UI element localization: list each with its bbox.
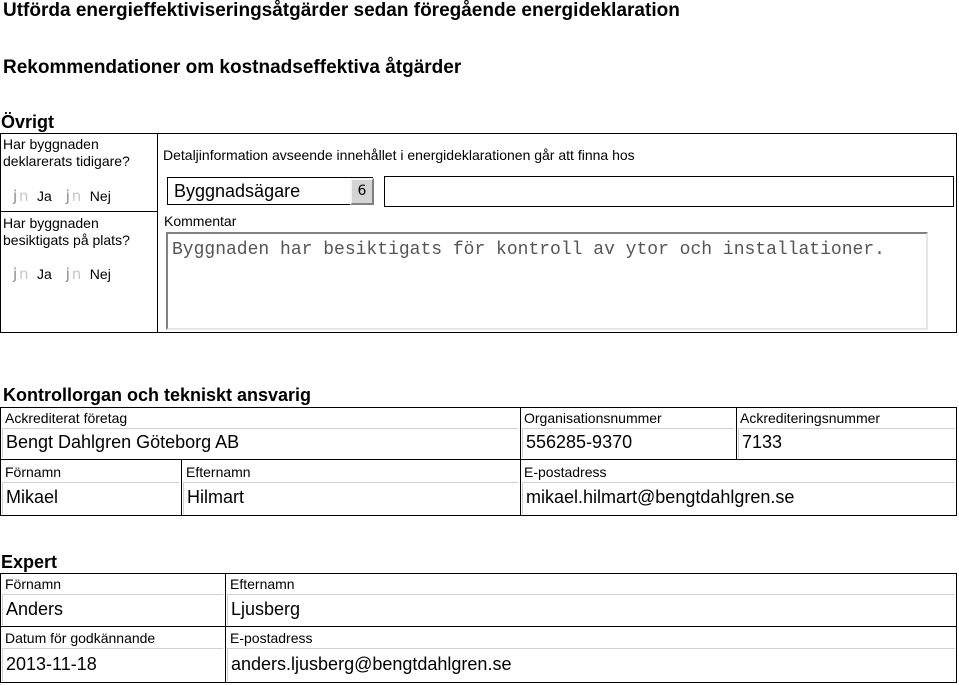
comment-text: Byggnaden har besiktigats för kontroll av ytor och installationer. [172, 240, 885, 260]
radio-inspected-no[interactable]: j n Nej [65, 265, 111, 283]
radio-button-icon: j n [65, 187, 82, 205]
question-declared-before: Har byggnaden deklarerats tidigare? [3, 136, 130, 169]
radio-button-icon: j n [65, 265, 82, 283]
heading-expert: Expert [1, 552, 58, 572]
expert-date-field[interactable] [2, 648, 223, 681]
radio-declared-yes[interactable]: j n Ja [13, 187, 52, 205]
dropdown-arrow-icon[interactable]: 6 [350, 178, 374, 205]
comment-textarea[interactable] [166, 232, 928, 330]
expert-date-label: Datum för godkännande [5, 630, 156, 646]
radio-inspected-yes[interactable]: j n Ja [13, 265, 52, 283]
heading-recommendations: Rekommendationer om kostnadseffektiva åtgärder [3, 57, 462, 78]
kontroll-email-value: mikael.hilmart@bengtdahlgren.se [526, 487, 795, 507]
heading-kontroll: Kontrollorgan och tekniskt ansvarig [3, 385, 312, 405]
detail-info-label: Detaljinformation avseende innehållet i energideklarationen går att finna hos [163, 147, 635, 163]
expert-email-value: anders.ljusberg@bengtdahlgren.se [231, 654, 512, 674]
kontroll-firstname-label: Förnamn [5, 464, 62, 480]
detail-info-select[interactable] [167, 177, 373, 205]
radio-group-declared-before [13, 188, 125, 204]
company-field[interactable] [2, 428, 518, 458]
expert-date-value: 2013-11-18 [6, 654, 97, 674]
kontroll-lastname-field[interactable] [183, 482, 518, 514]
heading-measures-done: Utförda energieffektiviseringsåtgärder sedan föregående energideklaration [3, 0, 680, 21]
org-number-label: Organisationsnummer [524, 410, 662, 426]
detail-info-select-value: Byggnadsägare [174, 181, 301, 201]
expert-lastname-value: Ljusberg [231, 599, 301, 619]
expert-email-label: E-postadress [230, 630, 313, 646]
comment-label: Kommentar [164, 213, 237, 229]
kontroll-lastname-value: Hilmart [187, 487, 244, 507]
heading-ovrigt: Övrigt [1, 112, 55, 132]
kontroll-email-field[interactable] [522, 482, 955, 514]
accreditation-number-field[interactable] [738, 428, 955, 458]
question-inspected-on-site: Har byggnaden besiktigats på plats? [3, 215, 130, 248]
org-number-value: 556285-9370 [526, 432, 633, 452]
expert-firstname-field[interactable] [2, 594, 223, 625]
detail-info-extra-field[interactable] [384, 176, 954, 207]
kontroll-firstname-value: Mikael [6, 487, 59, 507]
radio-group-inspected [13, 266, 125, 282]
expert-firstname-label: Förnamn [5, 576, 62, 592]
radio-declared-no[interactable]: j n Nej [65, 187, 111, 205]
company-label: Ackrediterat företag [5, 410, 128, 426]
expert-email-field[interactable] [227, 648, 955, 681]
radio-button-icon: j n [13, 265, 29, 283]
radio-button-icon: j n [13, 187, 29, 205]
expert-firstname-value: Anders [6, 599, 64, 619]
ovrigt-divider-vertical [157, 134, 158, 332]
expert-lastname-field[interactable] [227, 594, 955, 625]
org-number-field[interactable] [522, 428, 734, 458]
kontroll-firstname-field[interactable] [2, 482, 179, 514]
expert-lastname-label: Efternamn [230, 576, 295, 592]
ovrigt-divider-horizontal [1, 211, 157, 212]
accreditation-number-label: Ackrediteringsnummer [740, 410, 881, 426]
kontroll-lastname-label: Efternamn [186, 464, 251, 480]
company-value: Bengt Dahlgren Göteborg AB [6, 432, 240, 452]
accreditation-number-value: 7133 [742, 432, 783, 452]
kontroll-email-label: E-postadress [524, 464, 607, 480]
